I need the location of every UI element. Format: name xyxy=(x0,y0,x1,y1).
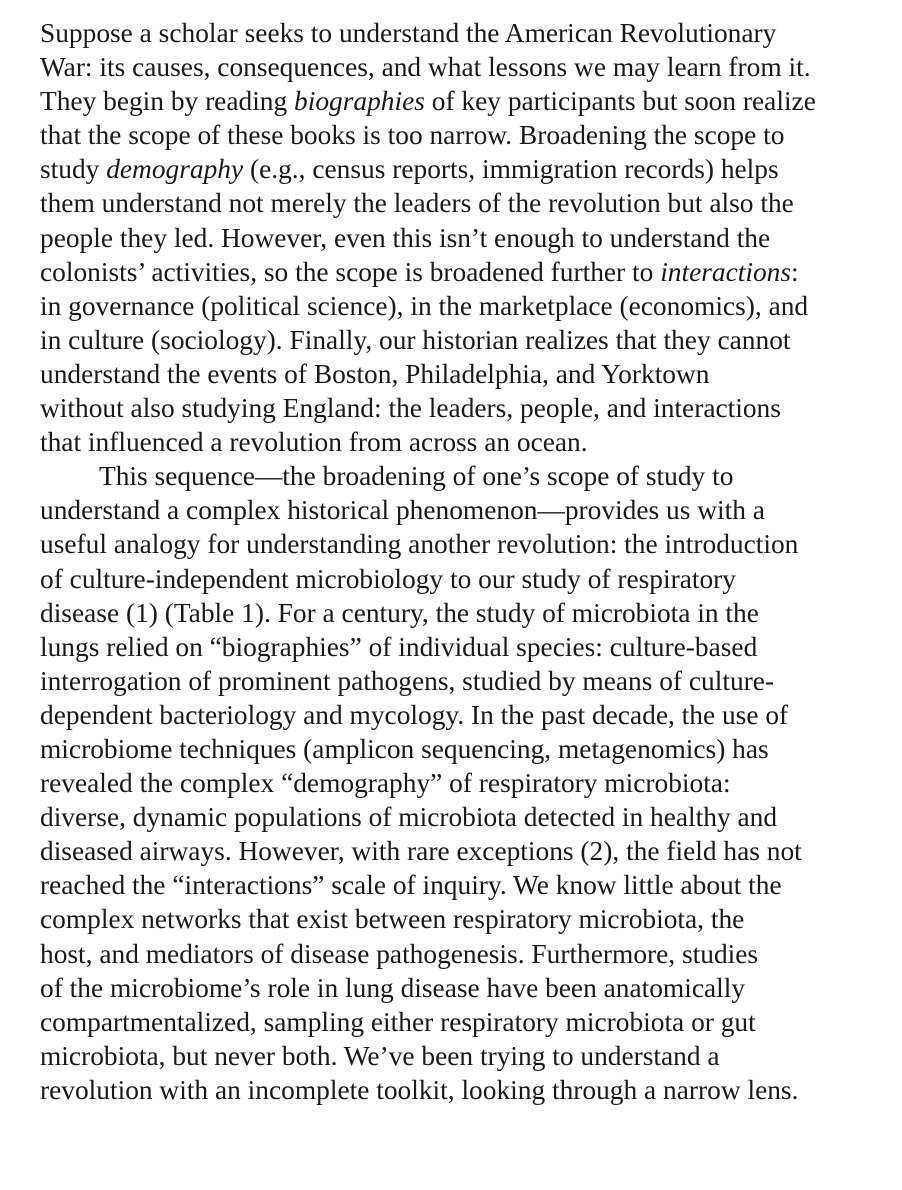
text-run: colonists’ activities, so the scope is broadened further to xyxy=(40,256,661,287)
text-run: War: its causes, consequences, and what lessons we may learn from it. xyxy=(40,52,811,83)
text-line xyxy=(40,562,900,596)
text-line xyxy=(40,766,900,800)
text-run: lungs relied on “biographies” of individual species: culture-based xyxy=(40,631,758,662)
text-run: : xyxy=(791,256,799,287)
text-line xyxy=(40,937,900,971)
paragraph-2 xyxy=(40,459,900,1107)
text-run: of the microbiome’s role in lung disease have been anatomically xyxy=(40,972,746,1003)
text-run: useful analogy for understanding another revolution: the introduction xyxy=(40,529,799,560)
text-line xyxy=(40,868,900,902)
text-line xyxy=(40,118,900,152)
italic-term: demography xyxy=(106,154,244,185)
italic-term: biographies xyxy=(294,86,425,117)
text-line xyxy=(40,630,900,664)
text-line xyxy=(40,186,900,220)
text-line xyxy=(40,834,900,868)
text-run: them understand not merely the leaders of the revolution but also the xyxy=(40,188,794,219)
text-line xyxy=(40,664,900,698)
text-run: dependent bacteriology and mycology. In the past decade, the use of xyxy=(40,699,789,730)
text-line xyxy=(40,425,900,459)
text-line xyxy=(40,698,900,732)
text-run: (e.g., census reports, immigration records) helps xyxy=(243,154,779,185)
text-run: host, and mediators of disease pathogenesis. Furthermore, studies xyxy=(40,938,759,969)
text-run: interrogation of prominent pathogens, studied by means of culture- xyxy=(40,665,775,696)
text-run: microbiome techniques (amplicon sequencing, metagenomics) has xyxy=(40,733,769,764)
text-run: without also studying England: the leaders, people, and interactions xyxy=(40,393,781,424)
text-run: in culture (sociology). Finally, our historian realizes that they cannot xyxy=(40,324,791,355)
text-run: diseased airways. However, with rare exceptions (2), the field has not xyxy=(40,836,802,867)
text-line xyxy=(40,800,900,834)
text-line xyxy=(40,1005,900,1039)
text-run: understand a complex historical phenomenon—provides us with a xyxy=(40,495,765,526)
text-line xyxy=(40,902,900,936)
text-run: of culture-independent microbiology to our study of respiratory xyxy=(40,563,737,594)
text-run: in governance (political science), in the marketplace (economics), and xyxy=(40,290,809,321)
text-run: diverse, dynamic populations of microbiota detected in healthy and xyxy=(40,802,778,833)
italic-term: interactions xyxy=(660,256,792,287)
text-line xyxy=(40,221,900,255)
text-run: revealed the complex “demography” of respiratory microbiota: xyxy=(40,768,731,799)
text-run: disease (1) (Table 1). For a century, the study of microbiota in the xyxy=(40,597,759,628)
text-line xyxy=(40,1073,900,1107)
body-text xyxy=(40,16,900,1107)
text-run: understand the events of Boston, Philadelphia, and Yorktown xyxy=(40,358,710,389)
text-line xyxy=(40,527,900,561)
text-line xyxy=(40,732,900,766)
text-line xyxy=(40,323,900,357)
text-line xyxy=(40,391,900,425)
text-run: microbiota, but never both. We’ve been trying to understand a xyxy=(40,1040,720,1071)
text-line xyxy=(40,50,900,84)
text-line xyxy=(40,255,900,289)
text-run: complex networks that exist between respiratory microbiota, the xyxy=(40,904,745,935)
text-line xyxy=(40,84,900,118)
text-run: that the scope of these books is too narrow. Broadening the scope to xyxy=(40,120,785,151)
text-run: Suppose a scholar seeks to understand the American Revolutionary xyxy=(40,18,777,48)
text-line xyxy=(40,1039,900,1073)
text-line xyxy=(40,289,900,323)
text-run: This sequence—the broadening of one’s scope of study to xyxy=(99,461,734,492)
text-run: people they led. However, even this isn’t enough to understand the xyxy=(40,222,771,253)
text-line xyxy=(40,971,900,1005)
text-line xyxy=(40,459,900,493)
text-run: compartmentalized, sampling either respiratory microbiota or gut xyxy=(40,1006,756,1037)
text-line xyxy=(40,152,900,186)
text-line xyxy=(40,16,900,50)
text-run: that influenced a revolution from across an ocean. xyxy=(40,427,588,458)
text-run: reached the “interactions” scale of inquiry. We know little about the xyxy=(40,870,782,901)
text-run: of key participants but soon realize xyxy=(424,86,816,117)
text-run: revolution with an incomplete toolkit, looking through a narrow lens. xyxy=(40,1074,799,1105)
text-run: study xyxy=(40,154,107,185)
text-line xyxy=(40,596,900,630)
text-line xyxy=(40,493,900,527)
text-line xyxy=(40,357,900,391)
text-run: They begin by reading xyxy=(40,86,295,117)
paragraph-1 xyxy=(40,16,900,459)
